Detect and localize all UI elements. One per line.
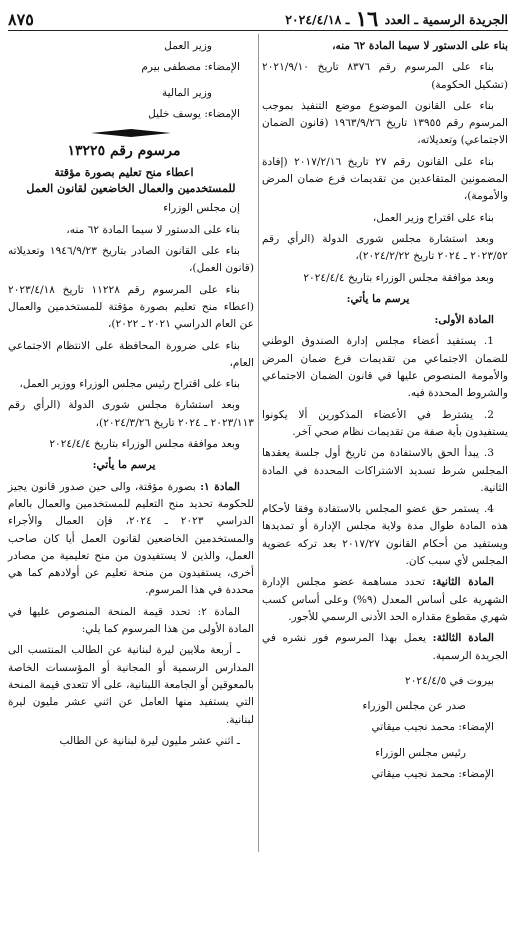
separator-ornament [91,129,171,137]
grant-item-2: ـ اثني عشر مليون ليرة لبنانية عن الطالب [59,734,240,747]
preamble-decree-8376: بناء على المرسوم رقم ٨٣٧٦ تاريخ ٢٠٢١/٩/١٠ (تشكيل الحكومة) [262,61,508,91]
decree-article-2: المادة ٢: تحدد قيمة المنحة المنصوص عليها في المادة الأولى من هذا المرسوم كما يلي: [8,605,254,636]
page-number: ٨٧٥ [8,9,34,29]
signature-pm-1: الإمضاء: محمد نجيب ميقاتي [371,721,494,734]
finance-minister-title: وزير المالية [161,86,212,99]
place-date: بيروت في ٢٠٢٤/٤/٥ [405,674,494,687]
preamble-cabinet-approval-2: وبعد موافقة مجلس الوزراء بتاريخ ٢٠٢٤/٤/٤ [49,438,240,451]
decrees-following-2: يرسم ما يأتي: [92,459,156,472]
labor-minister-title: وزير العمل [164,40,212,52]
preamble-law-27: بناء على القانون رقم ٢٧ تاريخ ٢٠١٧/٢/١٦ (إفادة المضمونين المتقاعدين من تقديمات فرع ضمان المرض والأمومة)، [262,155,508,203]
preamble-pm-proposal: بناء على اقتراح رئيس مجلس الوزراء ووزير العمل، [19,378,240,391]
preamble-shura-council-2: وبعد استشارة مجلس شورى الدولة (الرأي رقم ٢٠٢٣/١١٣ ـ ٢٠٢٤ تاريخ ٢٠٢٤/٣/٢٦)، [8,399,254,429]
decrees-following: يرسم ما يأتي: [346,292,410,305]
article-2 [262,574,508,626]
gazette-title [285,6,508,31]
article-3-text: يعمل بهذا المرسوم فور نشره في الجريدة الرسمية. [262,632,508,662]
decree-title-line-2: للمستخدمين والعمال الخاضعين لقانون العمل [26,181,236,196]
decree-title-line-1: اعطاء منح تعليم بصورة مؤقتة [54,165,194,180]
decree-separator [8,129,254,137]
decree-article-1-label: المادة ١: [200,480,240,493]
right-column [262,38,508,787]
article-1-clause-1: 1. يستفيد أعضاء مجلس إدارة الصندوق الوطني للضمان الاجتماعي من تقديمات فرع ضمان المرض والأمومة المنصوص عليها في قانون الضمان الاجتماعي والشروط المحددة فيه. [262,335,508,400]
article-1-clause-3: 3. يبدأ الحق بالاستفادة من تاريخ أول جلسة يعقدها المجلس شرط تسديد الاشتراكات المحددة في المادة الثانية. [262,447,508,494]
pm-title: رئيس مجلس الوزراء [375,746,466,759]
article-3-label: المادة الثالثة: [432,632,494,645]
article-1-heading: المادة الأولى: [434,314,494,327]
grant-item-1: ـ أربعة ملايين ليرة لبنانية عن الطالب المنتسب الى المدارس الرسمية أو المجانية أو المؤسسات الخاصة بالمعوقين أو الجامعة اللبنانية، على ألا تتعدى قيمة المنحة التي يستفيد منها العامل عن اثني عشر مليون ليرة لبنانية. [8,644,254,726]
decree-article-1-text: بصورة مؤقتة، والى حين صدور قانون يجيز للحكومة تحديد منح التعليم للمستخدمين والعمال بالعام الدراسي ٢٠٢٣ ـ ٢٠٢٤، فإن العمال والأجراء والمستخدمين الخاضعين لقانون العمل أيا كان صاحب العمل، والذين لا يستفيدون من منح تعليمية من مصادر أخرى، يستفيدون من منحة تعليم عن أولادهم كما هي محددة في هذا المرسوم. [8,480,254,597]
preamble-cabinet-approval: وبعد موافقة مجلس الوزراء بتاريخ ٢٠٢٤/٤/٤ [303,271,494,284]
article-1-clause-2: 2. يشترط في الأعضاء المذكورين ألا يكونوا يستفيدون بأية صفة من تقديمات نظام صحي آخر. [262,408,508,438]
preamble-decree-11228: بناء على المرسوم رقم ١١٢٢٨ تاريخ ٢٠٢٣/٤/١٨ (اعطاء منح تعليم بصورة مؤقتة للمستخدمين والعمال عن العام الدراسي ٢٠٢١ ـ ٢٠٢٢)، [8,283,254,331]
article-2-label: المادة الثانية: [432,576,494,589]
decree-article-1 [8,479,254,600]
page-header [8,8,508,31]
issued-by: صدر عن مجلس الوزراء [362,700,466,713]
issue-number: ١٦ [355,6,379,31]
article-1-clause-4: 4. يستمر حق عضو المجلس بالاستفادة وفقا لأحكام هذه المادة طوال مدة ولاية مجلس الإدارة أو تمديدها ويستفيد من أحكام القانون ٢٠١٧/٢٧ بعد تركه عضوية المجلس لأي سبب كان. [262,503,508,568]
signature-pm-2: الإمضاء: محمد نجيب ميقاتي [371,767,494,780]
article-3 [262,630,508,665]
left-column [8,38,254,754]
column-divider [258,34,259,852]
signature-finance-minister: الإمضاء: يوسف خليل [148,107,240,120]
preamble-constitution-2: بناء على الدستور لا سيما المادة ٦٢ منه، [66,223,240,236]
issue-date: ـ ٢٠٢٤/٤/١٨ [285,12,350,27]
council-intro: إن مجلس الوزراء [163,202,240,215]
article-2-text: تحدد مساهمة عضو مجلس الإدارة الشهرية على أساس المعدل (٩%) وعلى أساس كسب شهري مقطوع مقداره الحد الأدنى الرسمي للأجور. [262,576,509,623]
preamble-shura-council: وبعد استشارة مجلس شورى الدولة (الرأي رقم ٢٠٢٣/٥٢ ـ ٢٠٢٤ تاريخ ٢٠٢٤/٢/٢٢)، [262,232,508,263]
preamble-social-order: بناء على ضرورة المحافظة على الانتظام الاجتماعي العام، [8,339,254,369]
preamble-labor-minister: بناء على اقتراح وزير العمل، [372,211,494,224]
preamble-social-security-law: بناء على القانون الموضوع موضع التنفيذ بموجب المرسوم رقم ١٣٩٥٥ تاريخ ١٩٦٣/٩/٢٦ (قانون الضمان الاجتماعي) وتعديلاته، [262,99,508,147]
signature-labor-minister: الإمضاء: مصطفى بيرم [141,61,240,74]
decree-number: مرسوم رقم ١٣٢٢٥ [67,143,181,160]
gazette-name: الجريدة الرسمية ـ العدد [384,12,508,27]
preamble-labor-law: بناء على القانون الصادر بتاريخ ١٩٤٦/٩/٢٣ وتعديلاته (قانون العمل)، [8,245,254,275]
decree-title [8,164,254,196]
preamble-constitution: بناء على الدستور لا سيما المادة ٦٢ منه، [332,40,508,52]
